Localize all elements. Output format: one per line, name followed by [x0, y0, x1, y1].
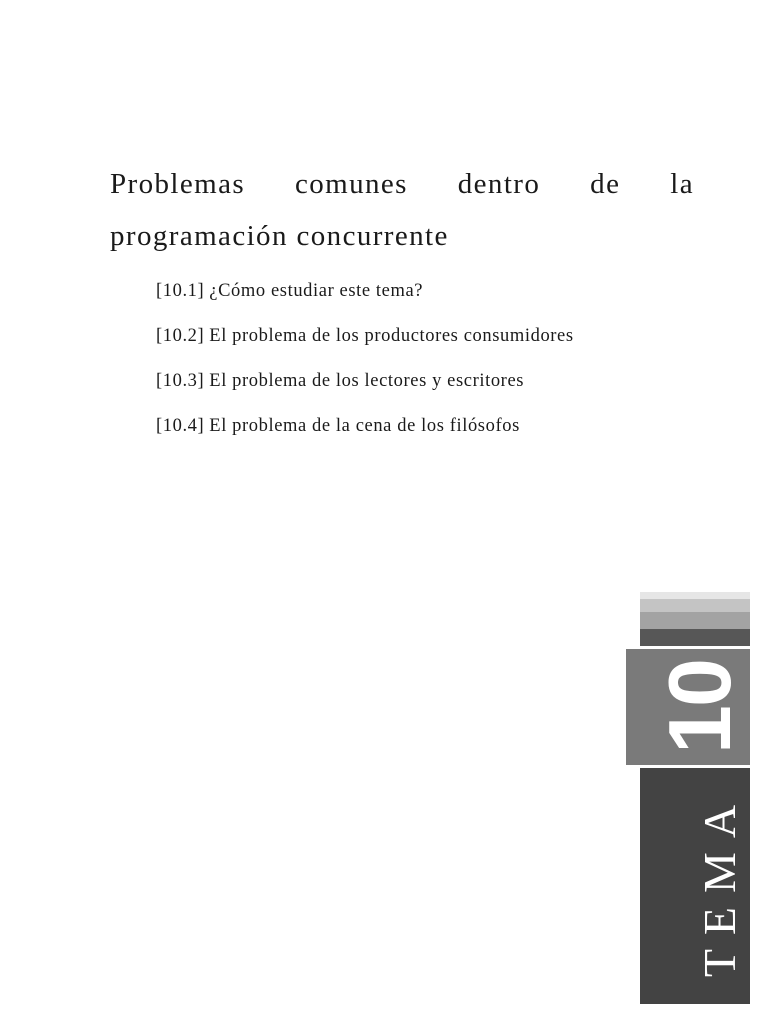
toc-item-number: [10.1]	[156, 281, 205, 301]
decorative-stripe	[640, 629, 750, 646]
decorative-stripe	[640, 599, 750, 612]
toc-item	[156, 279, 574, 303]
toc-item-text: El problema de los lectores y escritores	[209, 371, 525, 391]
decorative-stripe	[640, 612, 750, 629]
toc-item-number: [10.3]	[156, 371, 205, 391]
decorative-stripe	[640, 592, 750, 599]
toc-item-number: [10.4]	[156, 416, 205, 436]
table-of-contents	[156, 279, 574, 459]
toc-item-text: El problema de la cena de los filósofos	[209, 416, 520, 436]
chapter-number: 10	[650, 660, 749, 754]
toc-item	[156, 324, 574, 348]
toc-item-text: El problema de los productores consumidores	[209, 326, 574, 346]
chapter-title: Problemas comunes dentro de la programación concurrente	[110, 168, 694, 252]
toc-item	[156, 414, 574, 438]
toc-item-number: [10.2]	[156, 326, 205, 346]
chapter-label: TEMA	[694, 790, 745, 978]
toc-item-text: ¿Cómo estudiar este tema?	[209, 281, 424, 301]
toc-item	[156, 369, 574, 393]
